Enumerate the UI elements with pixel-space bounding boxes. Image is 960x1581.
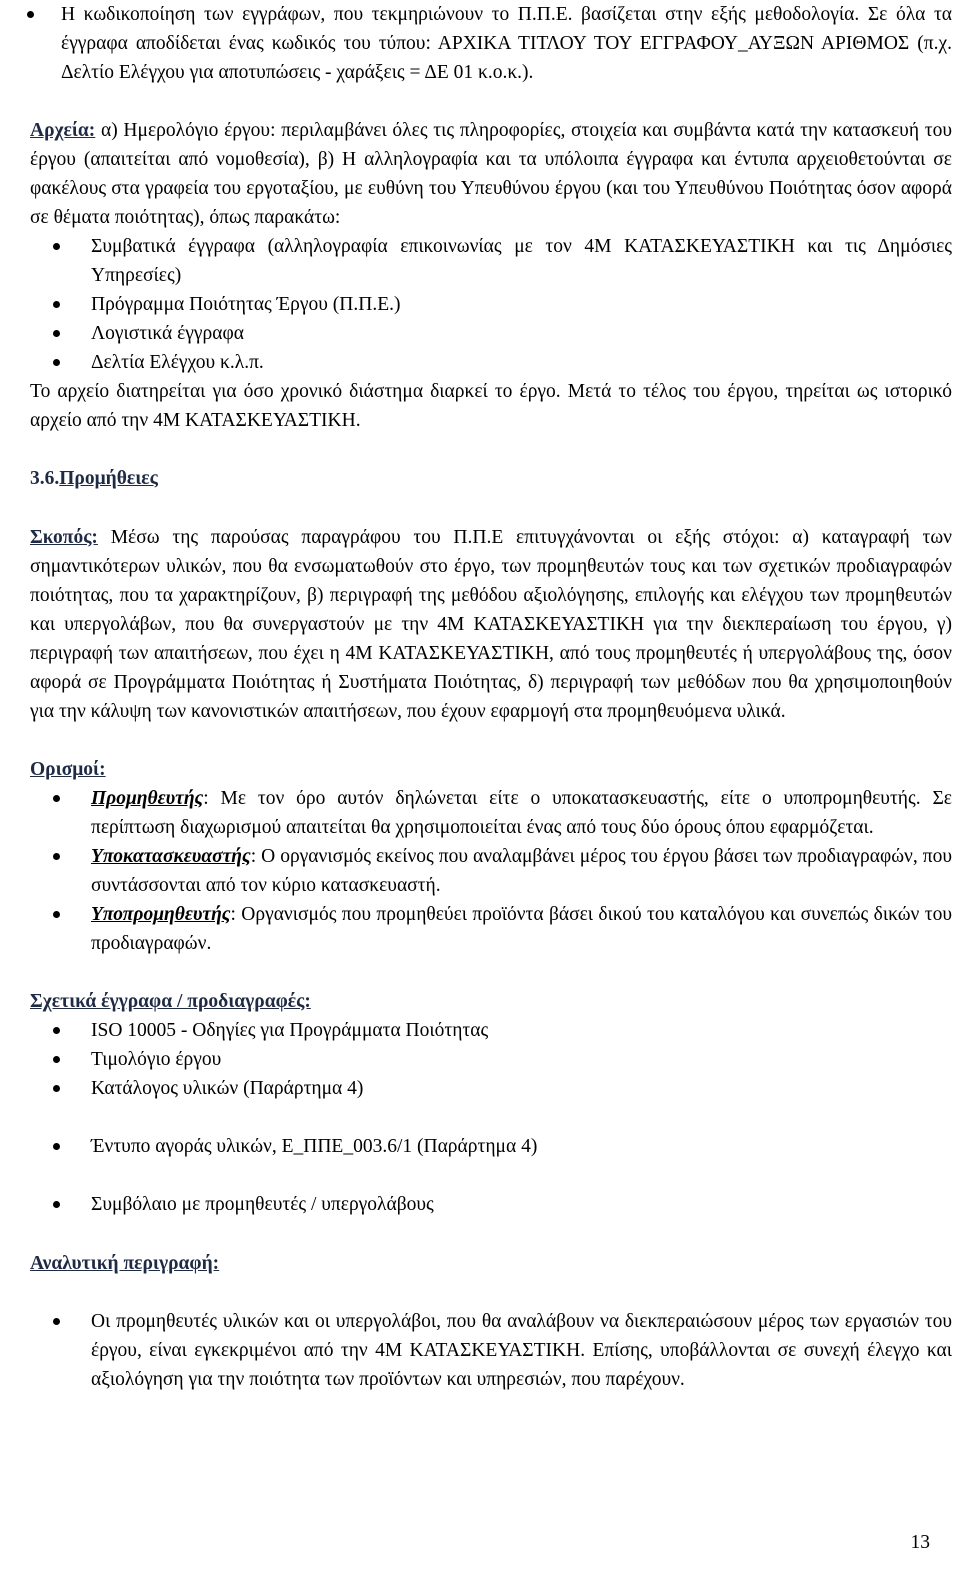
definitions-heading: Ορισμοί:: [30, 759, 106, 780]
list-item: Συμβόλαιο με προμηθευτές / υπεργολάβους: [30, 1190, 952, 1219]
page-number: 13: [910, 1532, 930, 1553]
list-item: Κατάλογος υλικών (Παράρτημα 4): [30, 1074, 952, 1103]
definition-term: Υποπρομηθευτής: [91, 904, 231, 925]
archives-paragraph: Αρχεία: α) Ημερολόγιο έργου: περιλαμβάνει όλες τις πληροφορίες, στοιχεία και συμβάντα κατά την κατασκευή του έργου (απαιτείται από νομοθεσία), β) Η αλληλογραφία και τα υπόλοιπα έγγραφα και έντυπα αρχειοθετούνται σε φακέλους στα γραφεία του εργοταξίου, με ευθύνη του Υπευθύνου έργου (και του Υπευθύνου Ποιότητας όσον αφορά σε θέματα ποιότητας), όπως παρακάτω:: [30, 120, 952, 228]
list-item: Δελτία Ελέγχου κ.λ.π.: [30, 348, 952, 377]
list-item: ISO 10005 - Οδηγίες για Προγράμματα Ποιότητας: [30, 1016, 952, 1045]
section-number: 3.6.: [30, 468, 60, 489]
list-item: Η κωδικοποίηση των εγγράφων, που τεκμηριώνουν το Π.Π.Ε. βασίζεται στην εξής μεθοδολογία. Σε όλα τα έγγραφα αποδίδεται ένας κωδικός του τύπου: ΑΡΧΙΚΑ ΤΙΤΛΟΥ ΤΟΥ ΕΓΓΡΑΦΟΥ_ΑΥΞΩΝ ΑΡΙΘΜΟΣ (π.χ. Δελτίο Ελέγχου για αποτυπώσεις - χαράξεις = ΔΕ 01 κ.ο.κ.).: [30, 0, 952, 87]
definition-term: Προμηθευτής: [91, 788, 204, 809]
intro-list: [30, 0, 952, 87]
section-heading: [30, 464, 952, 493]
list-item: Οι προμηθευτές υλικών και οι υπεργολάβοι, που θα αναλάβουν να διεκπεραιώσουν μέρος των εργασιών του έργου, είναι εγκεκριμένοι από την 4Μ ΚΑΤΑΣΚΕΥΑΣΤΙΚΗ. Επίσης, υποβάλλονται σε συνεχή έλεγχο και αξιολόγηση για την ποιότητα των προϊόντων και υπηρεσιών, που παρέχουν.: [30, 1307, 952, 1394]
definition-item: Υποκατασκευαστής: Ο οργανισμός εκείνος που αναλαμβάνει μέρος του έργου βάσει των προδιαγραφών, που συντάσσονται από τον κύριο κατασκευαστή.: [30, 842, 952, 900]
archives-heading: Αρχεία:: [30, 120, 96, 141]
definition-term: Υποκατασκευαστής: [91, 846, 251, 867]
definitions-list: [30, 784, 952, 958]
definition-item: Υποπρομηθευτής: Οργανισμός που προμηθεύει προϊόντα βάσει δικού του καταλόγου και συνεπώς δικών του προδιαγραφών.: [30, 900, 952, 958]
archives-closing: Το αρχείο διατηρείται για όσο χρονικό διάστημα διαρκεί το έργο. Μετά το τέλος του έργου, τηρείται ως ιστορικό αρχείο από την 4Μ ΚΑΤΑΣΚΕΥΑΣΤΙΚΗ.: [30, 381, 952, 431]
purpose-heading: Σκοπός:: [30, 527, 98, 548]
list-item: Λογιστικά έγγραφα: [30, 319, 952, 348]
section-title: Προμήθειες: [59, 468, 158, 489]
list-item: Συμβατικά έγγραφα (αλληλογραφία επικοινωνίας με τον 4Μ ΚΑΤΑΣΚΕΥΑΣΤΙΚΗ και τις Δημόσιες Υπηρεσίες): [30, 232, 952, 290]
document-page: [30, 0, 952, 1394]
related-docs-list: [30, 1016, 952, 1219]
list-item: Πρόγραμμα Ποιότητας Έργου (Π.Π.Ε.): [30, 290, 952, 319]
detailed-heading: Αναλυτική περιγραφή:: [30, 1253, 220, 1274]
list-item: Τιμολόγιο έργου: [30, 1045, 952, 1074]
purpose-paragraph: Σκοπός: Μέσω της παρούσας παραγράφου του Π.Π.Ε επιτυγχάνονται οι εξής στόχοι: α) καταγραφή των σημαντικότερων υλικών, που θα ενσωματωθούν στο έργο, των προμηθευτών τους και των σχετικών προδιαγραφών ποιότητας, που τα χαρακτηρίζουν, β) περιγραφή της μεθόδου αξιολόγησης, επιλογής και ελέγχου των προμηθευτών και υπεργολάβων, που θα συνεργαστούν με την 4Μ ΚΑΤΑΣΚΕΥΑΣΤΙΚΗ για την διεκπεραίωση του έργου, γ) περιγραφή των απαιτήσεων, που έχει η 4Μ ΚΑΤΑΣΚΕΥΑΣΤΙΚΗ, από τους προμηθευτές ή υπεργολάβους της, όσον αφορά σε Προγράμματα Ποιότητας ή Συστήματα Ποιότητας, δ) περιγραφή των μεθόδων που θα χρησιμοποιηθούν για την κάλυψη των κανονιστικών απαιτήσεων, που έχουν εφαρμογή στα προμηθευόμενα υλικά.: [30, 527, 952, 722]
detailed-list: [30, 1307, 952, 1394]
related-docs-heading: Σχετικά έγγραφα / προδιαγραφές:: [30, 991, 311, 1012]
archives-list: [30, 232, 952, 377]
definition-item: Προμηθευτής: Με τον όρο αυτόν δηλώνεται είτε ο υποκατασκευαστής, είτε ο υποπρομηθευτής. Σε περίπτωση διαχωρισμού απαιτείται θα χρησιμοποιείται ένας από τους δύο όρους όπου εφαρμόζεται.: [30, 784, 952, 842]
list-item: Έντυπο αγοράς υλικών, Ε_ΠΠΕ_003.6/1 (Παράρτημα 4): [30, 1132, 952, 1161]
